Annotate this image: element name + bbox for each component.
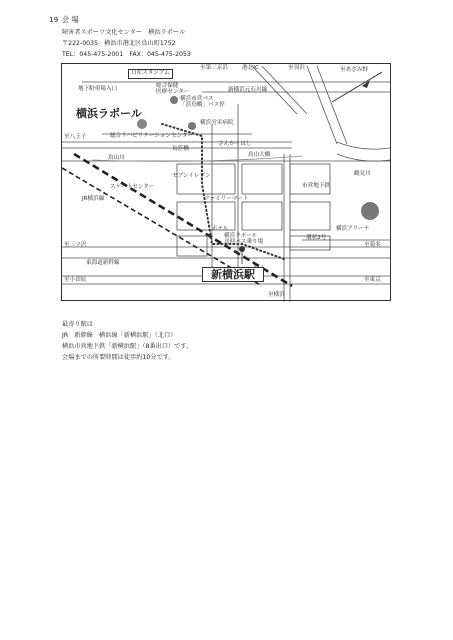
river <box>337 154 390 161</box>
label-skate-center: スケートセンター <box>110 184 155 190</box>
label-sankakuhashi: さんかくはし <box>218 141 252 147</box>
tel-fax: TEL：045-475-2001 FAX：045-475-2053 <box>62 51 191 58</box>
label-to-hachioji: 至八王子 <box>64 134 87 140</box>
access-map <box>61 63 391 301</box>
label-to-daisan-keihin: 至第三京浜 <box>200 65 228 71</box>
access-line-2: 横浜市営地下鉄「新横浜駅」（8番出口）です。 <box>62 343 193 350</box>
section-heading: 会 場 <box>62 15 79 24</box>
city-block <box>242 202 282 230</box>
label-rapport: 横浜ラポール <box>76 107 142 120</box>
access-line-1: JR 新幹線 横浜線「新横浜駅」（北口） <box>62 332 177 339</box>
label-nissan-stadium: 日産スタジアム <box>128 69 173 79</box>
arena <box>361 202 379 220</box>
label-jr-yokohama-line: JR横浜線 <box>82 196 105 202</box>
label-subway: 市営地下鉄 <box>302 183 330 189</box>
label-toriyama-river: 鳥山川 <box>108 155 125 161</box>
compass <box>332 72 382 102</box>
label-shin-yokohama-station: 新横浜駅 <box>202 267 264 282</box>
building <box>170 96 178 104</box>
label-tsurumi-river: 鶴見川 <box>354 171 371 177</box>
label-tokaido-shinkansen: 東海道新幹線 <box>86 260 120 266</box>
label-rehab: 総合リハビリテーションセンター <box>110 133 194 139</box>
river <box>337 142 390 149</box>
rapport-building <box>137 119 147 129</box>
label-to-odawara: 至小田原 <box>64 277 87 283</box>
section-number: 19 <box>49 15 59 24</box>
label-medical-center: 総合保健 医療センター <box>156 83 190 95</box>
label-kanjo2: 環状2号 <box>306 235 327 241</box>
road <box>307 66 337 144</box>
label-bus-stop-top: 横浜市営バス 「浜鳥橋」バス停 <box>180 96 225 108</box>
city-block <box>290 202 330 230</box>
label-yokohama-arena: 横浜アリーナ <box>336 226 370 232</box>
label-parking: 地下駐車場入口 <box>78 86 118 92</box>
label-hotel: ホテル <box>212 226 229 232</box>
access-line-3: 会場までの所要時間は徒歩約10分です。 <box>62 354 175 361</box>
building <box>188 122 196 130</box>
label-family-mart: ファミリーマート <box>204 196 249 202</box>
label-to-tokyo: 至東京 <box>364 277 381 283</box>
label-to-kohoku-ic: 港北IC <box>242 65 259 71</box>
label-to-azamino: 至あざみ野 <box>340 67 368 73</box>
label-seven-eleven: セブンイレブン <box>172 173 211 179</box>
road <box>262 66 307 114</box>
label-torihamabashi: 鳥浜橋 <box>172 146 189 152</box>
bus-stop-marker <box>239 246 245 252</box>
label-shin-ishikawa: 新横浜元石川線 <box>228 87 268 93</box>
label-to-kikuna: 至菊名 <box>364 242 381 248</box>
access-title: 最寄り駅は <box>62 321 93 328</box>
label-toriyama-bridge: 鳥山大橋 <box>248 152 271 158</box>
label-to-hatoriyama: 至羽沢 <box>288 65 305 71</box>
city-block <box>242 164 282 194</box>
label-to-yokohama: 至横浜 <box>268 292 285 298</box>
label-rosai: 横浜労災病院 <box>200 120 234 126</box>
road <box>317 66 347 144</box>
label-to-mitsuzawa: 至三ツ沢 <box>64 242 87 248</box>
venue-name: 障害者スポーツ文化センター 横浜ラポール <box>62 29 186 36</box>
label-rapport-bus: 横浜ラポール 送迎バス乗り場 <box>224 233 264 245</box>
postal-address: 〒222-0035 横浜市港北区鳥山町1752 <box>62 40 176 47</box>
